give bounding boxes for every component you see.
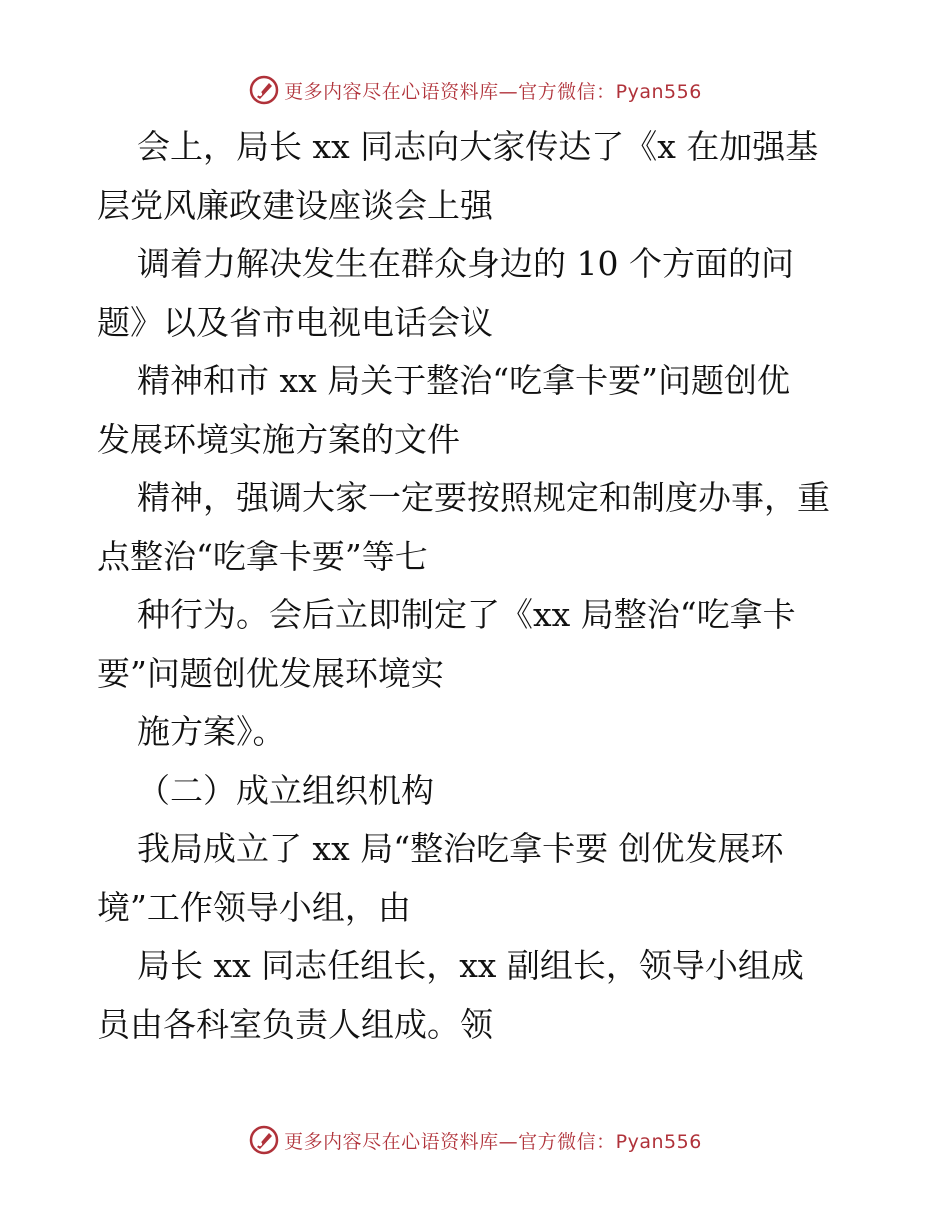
pen-nib-logo-icon [248,74,280,106]
text-line: 点整治“吃拿卡要”等七 [97,536,428,576]
document-body [97,118,867,1054]
section-heading: （二）成立组织机构 [137,770,434,810]
text-line: 要”问题创优发展环境实 [97,653,444,693]
text-line: 局长 xx 同志任组长，xx 副组长，领导小组成 [137,946,804,985]
text-line: 会上，局长 xx 同志向大家传达了《x 在加强基 [137,127,819,166]
text-line: 施方案》。 [137,712,286,751]
text-line: 发展环境实施方案的文件 [97,419,460,459]
text-line: 精神和市 xx 局关于整治“吃拿卡要”问题创优 [137,361,790,400]
text-line: 层党风廉政建设座谈会上强 [97,185,493,225]
text-line: 题》以及省市电视电话会议 [97,302,493,342]
text-line: 境”工作领导小组，由 [97,887,411,927]
header-banner [0,70,950,110]
text-line: 我局成立了 xx 局“整治吃拿卡要 创优发展环 [137,829,784,868]
text-line: 调着力解决发生在群众身边的 10 个方面的问 [137,244,794,283]
text-line: 精神，强调大家一定要按照规定和制度办事，重 [137,478,830,517]
pen-nib-logo-icon [248,1124,280,1156]
header-banner-text: 更多内容尽在心语资料库—官方微信：Pyan556 [284,80,702,103]
text-line: 员由各科室负责人组成。领 [97,1004,493,1044]
text-line: 种行为。会后立即制定了《xx 局整治“吃拿卡 [137,595,796,634]
footer-banner [0,1120,950,1160]
footer-banner-text: 更多内容尽在心语资料库—官方微信：Pyan556 [284,1130,702,1153]
